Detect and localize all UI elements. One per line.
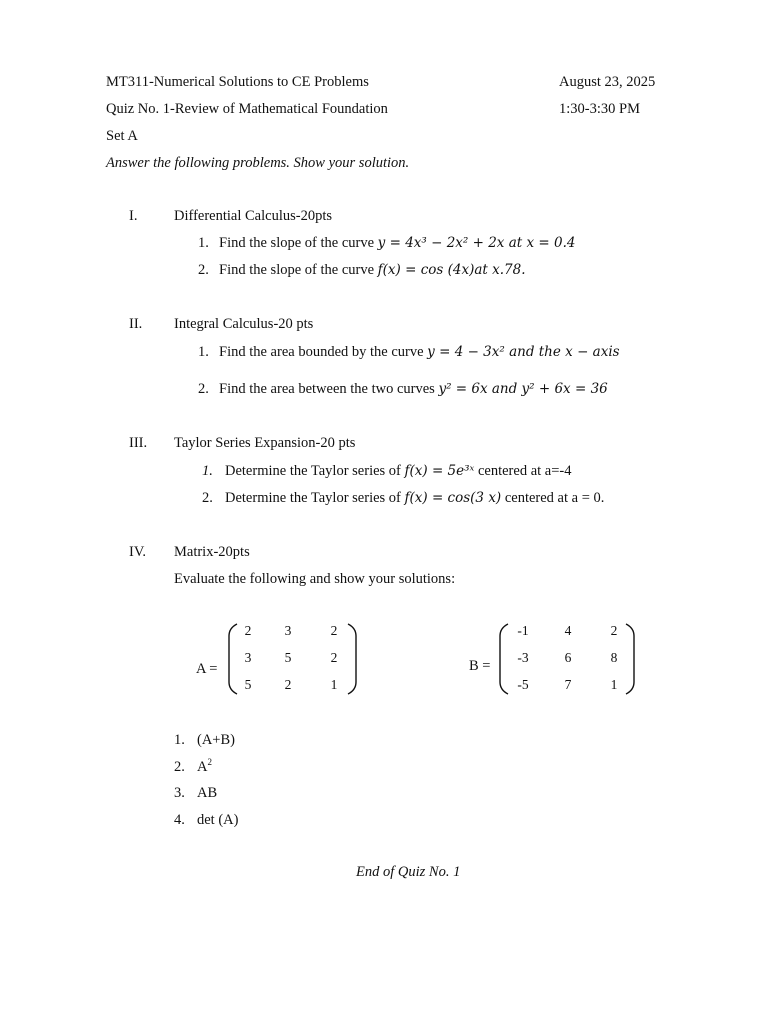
matrix-a-cell: 3 (284, 623, 292, 638)
section-1-item-1-num: 1. (198, 235, 209, 251)
section-2-item-1: Find the area bounded by the curve y = 4 − 3x² and the x − axis (219, 344, 620, 360)
matrix-b-cell: -5 (517, 677, 529, 692)
section-1-title: Differential Calculus-20pts (174, 208, 332, 224)
set-label: Set A (106, 128, 138, 144)
section-2-item-2-math: y² = 6x and y² + 6x = 36 (438, 381, 608, 397)
matrix-item-1: (A+B) (197, 732, 235, 748)
section-1-item-2: Find the slope of the curve f(x) = cos (4x)at x.78. (219, 262, 526, 278)
matrix-a-cell: 2 (284, 677, 292, 692)
section-1-item-2-num: 2. (198, 262, 209, 278)
section-4-subtitle: Evaluate the following and show your solutions: (174, 571, 456, 587)
matrix-item-4: det (A) (197, 812, 239, 828)
quiz-title: Quiz No. 1-Review of Mathematical Foundation (106, 101, 388, 117)
quiz-time: 1:30-3:30 PM (559, 101, 640, 117)
matrix-a-cell: 2 (330, 650, 338, 665)
section-2-numeral: II. (129, 316, 143, 332)
matrix-b-cell: -1 (517, 623, 529, 638)
section-2-title: Integral Calculus-20 pts (174, 316, 314, 332)
section-4-title: Matrix-20pts (174, 544, 250, 560)
matrix-item-3: AB (197, 785, 218, 801)
instructions: Answer the following problems. Show your solution. (106, 155, 410, 171)
matrix-item-2-num: 2. (174, 759, 185, 775)
matrix-item-1-num: 1. (174, 732, 185, 748)
section-3-item-1-math: f(x) = 5e³ˣ (404, 463, 475, 479)
section-3-numeral: III. (129, 435, 148, 451)
section-2-item-2: Find the area between the two curves y² = 6x and y² + 6x = 36 (219, 381, 608, 397)
matrix-item-2: $A^2$ (197, 757, 212, 775)
section-2-item-1-math: y = 4 − 3x² and the x − axis (427, 344, 620, 360)
matrix-b-cell: 2 (610, 623, 618, 638)
course-title: MT311-Numerical Solutions to CE Problems (106, 74, 369, 90)
matrix-item-2-exponent: 2 (207, 757, 212, 767)
quiz-date: August 23, 2025 (559, 74, 656, 90)
matrix-b-cell: 6 (564, 650, 572, 665)
matrix-a (225, 622, 360, 696)
matrix-b-cell: 8 (610, 650, 618, 665)
matrix-a-cell: 2 (330, 623, 338, 638)
matrix-a-label: A = (196, 661, 218, 677)
matrix-a-cell: 3 (244, 650, 252, 665)
section-3-item-2-num: 2. (202, 490, 213, 506)
matrix-b-cell: 7 (564, 677, 572, 692)
matrix-b-label: B = (469, 658, 491, 674)
section-1-item-1: Find the slope of the curve y = 4x³ − 2x² + 2x at x = 0.4 (219, 235, 576, 251)
matrix-b-cell: 1 (610, 677, 618, 692)
matrix-a-cell: 5 (244, 677, 252, 692)
matrix-b-cell: 4 (564, 623, 572, 638)
section-2-item-2-num: 2. (198, 381, 209, 397)
section-3-item-1: Determine the Taylor series of f(x) = 5e³ˣ centered at a=-4 (225, 463, 572, 479)
section-1-item-2-math: f(x) = cos (4x)at x.78. (377, 262, 526, 278)
section-1-numeral: I. (129, 208, 138, 224)
section-3-item-1-num: 1. (202, 463, 213, 479)
matrix-item-3-num: 3. (174, 785, 185, 801)
section-2-item-1-num: 1. (198, 344, 209, 360)
section-4-numeral: IV. (129, 544, 147, 560)
end-of-quiz: End of Quiz No. 1 (356, 864, 461, 880)
matrix-b (496, 622, 638, 696)
section-3-title: Taylor Series Expansion-20 pts (174, 435, 356, 451)
matrix-a-cell: 2 (244, 623, 252, 638)
matrix-item-4-num: 4. (174, 812, 185, 828)
matrix-b-cell: -3 (517, 650, 529, 665)
section-1-item-1-math: y = 4x³ − 2x² + 2x at x = 0.4 (377, 235, 576, 251)
section-3-item-2-math: f(x) = cos(3 x) (404, 490, 502, 506)
matrix-a-cell: 5 (284, 650, 292, 665)
section-3-item-2: Determine the Taylor series of f(x) = cos(3 x) centered at a = 0. (225, 490, 605, 506)
matrix-a-cell: 1 (330, 677, 338, 692)
